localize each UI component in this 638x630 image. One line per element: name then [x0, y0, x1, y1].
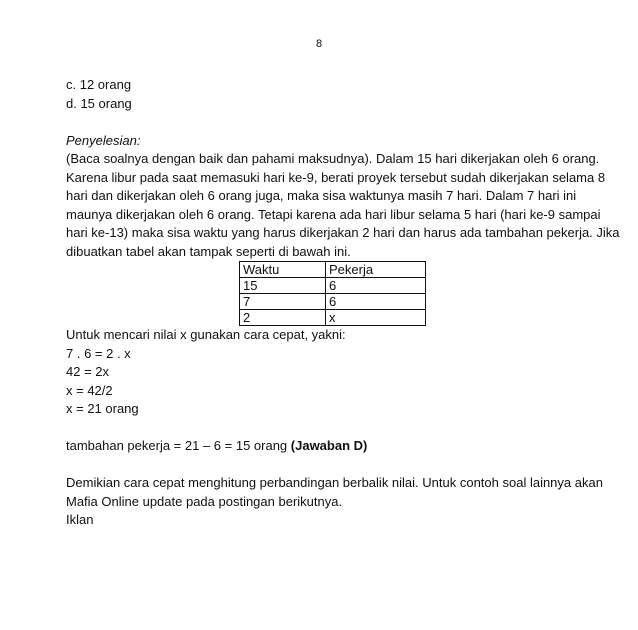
table-header-pekerja: Pekerja [326, 262, 426, 278]
spacer [66, 456, 596, 475]
result-answer: (Jawaban D) [290, 438, 368, 453]
table-container [66, 261, 596, 326]
table-cell: 7 [240, 294, 326, 310]
table-row [240, 294, 426, 310]
option-d: d. 15 orang [66, 95, 132, 111]
paragraph-line: maunya dikerjakan oleh 6 orang. Tetapi karena ada hari libur selama 5 hari (hari ke-9 sampai [66, 206, 601, 222]
option-c: c. 12 orang [66, 77, 132, 92]
table-row [240, 278, 426, 294]
result-text: tambahan pekerja = 21 – 6 = 15 orang [66, 438, 291, 453]
spacer [66, 419, 596, 438]
table-cell: 6 [326, 278, 426, 294]
calc-line: 7 . 6 = 2 . x [66, 345, 131, 361]
calc-line: 42 = 2x [66, 364, 110, 379]
paragraph-line: (Baca soalnya dengan baik dan pahami maksudnya). Dalam 15 hari dikerjakan oleh 6 orang. [66, 151, 600, 166]
closing-line: Demikian cara cepat menghitung perbandingan berbalik nilai. Untuk contoh soal lainnya akan [66, 475, 603, 490]
table-cell: x [326, 310, 426, 326]
paragraph-line: Karena libur pada saat memasuki hari ke-9, berati proyek tersebut sudah dikerjakan selama 8 [66, 169, 606, 185]
result-line [66, 437, 596, 456]
table-header-waktu: Waktu [240, 262, 326, 278]
document-body [66, 76, 620, 530]
table-row [240, 310, 426, 326]
calc-intro: Untuk mencari nilai x gunakan cara cepat, yakni: [66, 327, 346, 342]
ad-label: Iklan [66, 512, 94, 527]
paragraph-line: hari dan dikerjakan oleh 6 orang juga, maka sisa waktunya masih 7 hari. Dalam 7 hari ini [66, 188, 577, 203]
table-cell: 6 [326, 294, 426, 310]
table-cell: 15 [240, 278, 326, 294]
calc-line: x = 42/2 [66, 382, 113, 398]
time-worker-table [239, 261, 426, 326]
calc-line: x = 21 orang [66, 401, 139, 416]
closing-line: Mafia Online update pada postingan berikutnya. [66, 493, 343, 509]
page-number: 8 [315, 38, 323, 50]
spacer [66, 113, 596, 132]
paragraph-line: dibuatkan tabel akan tampak seperti di bawah ini. [66, 243, 351, 259]
solution-heading: Penyelesian: [66, 132, 141, 148]
table-header-row [240, 262, 426, 278]
paragraph-line: hari ke-13) maka sisa waktu yang harus dikerjakan 2 hari dan harus ada tambahan pekerja. Jika [66, 225, 620, 240]
table-cell: 2 [240, 310, 326, 326]
